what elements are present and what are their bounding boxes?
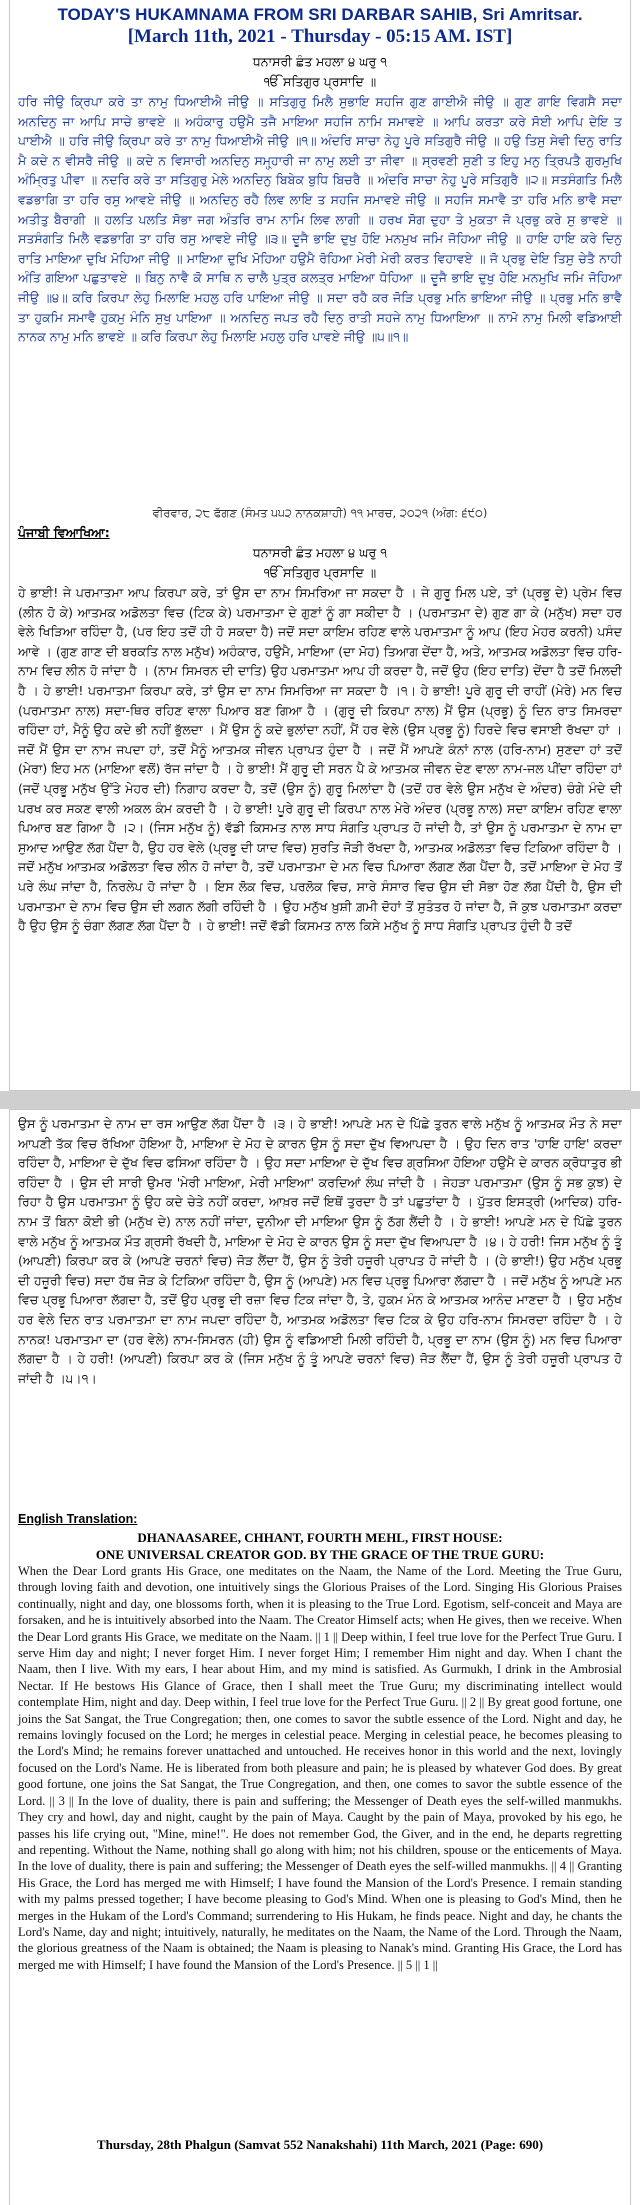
punjabi-raag-line: ਧਨਾਸਰੀ ਛੰਤ ਮਹਲਾ ੪ ਘਰੁ ੧ (252, 545, 388, 560)
english-footer: Thursday, 28th Phalgun (Samvat 552 Nanakshahi) 11th March, 2021 (Page: 690) (96, 2137, 544, 2152)
page-sheet-2 (9, 1109, 631, 2205)
english-translation: When the Dear Lord grants His Grace, one meditates on the Naam, the Name of the Lord. Meeting the True Guru, through loving faith and devotion, one intuitively sings the Glorious Praises of the Lord. Singing His Glorious Praises continually, night and day, one blossoms forth, when it is pleasing to the True Lord. Egotism, self-conceit and Maya are forsaken, and he is intuitively absorbed into the Naam. The Creator Himself acts; when He gives, then we receive. When the Dear Lord grants His Grace, we meditate on the Naam. || 1 || Deep within, I feel true love for the Perfect True Guru. I serve Him day and night; I never forget Him. I never forget Him; I remember Him night and day. When I chant the Naam, then I live. With my ears, I hear about Him, and my mind is satisfied. As Gurmukh, I drink in the Ambrosial Nectar. If He bestows His Glance of Grace, then I shall meet the True Guru; my discriminating intellect would contemplate Him, night and day. Deep within, I feel true love for the Perfect True Guru. || 2 || By great good fortune, one joins the Sat Sangat, the True Congregation; then, one comes to savor the subtle essence of the Lord. Night and day, he remains lovingly focused on the Lord; he merges in celestial peace. Merging in celestial peace, he becomes pleasing to the Lord's Mind; he remains forever unattached and untouched. He receives honor in this world and the next, lovingly focused on the Lord's Name. He is liberated from both pleasure and pain; he is pleased by whatever God does. By great good fortune, one joins the Sat Sangat, the True Congregation, and then, one comes to savor the subtle essence of the Lord. || 3 || In the love of duality, there is pain and suffering; the Messenger of Death eyes the self-willed manmukhs. They cry and howl, day and night, caught by the pain of Maya. Caught by the pain of Maya, provoked by his ego, he passes his life crying out, "Mine, mine!". He does not remember God, the Giver, and in the end, he departs regretting and repenting. Without the Name, nothing shall go along with him; not his children, spouse or the enticements of Maya. In the love of duality, there is pain and suffering; the Messenger of Death eyes the self-willed manmukhs. || 4 || Granting His Grace, the Lord has merged me with Himself; I have found the Mansion of the Lord's Presence. I remain standing with my palms pressed together; I have become pleasing to God's Mind. When one is pleasing to God's Mind, then he merges in the Hukam of the Lord's Command; surrendering to His Hukam, he finds peace. Night and day, he chants the Lord's Name, day and night; intuitively, naturally, he meditates on the Naam, the Name of the Lord. Through the Naam, the glorious greatness of the Naam is obtained; the Naam is pleasing to Nanak's mind. Granting His Grace, the Lord has merged me with Himself; I have found the Mansion of the Lord's Presence. || 5 || 1 || (18, 1564, 622, 1972)
shabad-text: ਹਰਿ ਜੀਉ ਕ੍ਰਿਪਾ ਕਰੇ ਤਾ ਨਾਮੁ ਧਿਆਈਐ ਜੀਉ ॥ ਸਤਿਗੁਰੁ ਮਿਲੈ ਸੁਭਾਇ ਸਹਜਿ ਗੁਣ ਗਾਈਐ ਜੀਉ ॥ ਗੁਣ ਗਾਇ ਵਿਗਸੈ ਸਦਾ ਅਨਦਿਨੁ ਜਾ ਆਪਿ ਸਾਚੇ ਭਾਵਏ ॥ ਅਹੰਕਾਰੁ ਹਉਮੈ ਤਜੈ ਮਾਇਆ ਸਹਜਿ ਨਾਮਿ ਸਮਾਵਏ ॥ ਆਪਿ ਕਰਤਾ ਕਰੇ ਸੋਈ ਆਪਿ ਦੇਇ ਤ ਪਾਈਐ ॥ ਹਰਿ ਜੀਉ ਕ੍ਰਿਪਾ ਕਰੇ ਤਾ ਨਾਮੁ ਧਿਆਈਐ ਜੀਉ ॥੧॥ ਅੰਦਰਿ ਸਾਚਾ ਨੇਹੁ ਪੂਰੇ ਸਤਿਗੁਰੈ ਜੀਉ ॥ ਹਉ ਤਿਸੁ ਸੇਵੀ ਦਿਨੁ ਰਾਤਿ ਮੈ ਕਦੇ ਨ ਵੀਸਰੈ ਜੀਉ ॥ ਕਦੇ ਨ ਵਿਸਾਰੀ ਅਨਦਿਨੁ ਸਮ੍ਹ੍ਹਾਰੀ ਜਾ ਨਾਮੁ ਲਈ ਤਾ ਜੀਵਾ ॥ ਸ੍ਰਵਣੀ ਸੁਣੀ ਤ ਇਹੁ ਮਨੁ ਤ੍ਰਿਪਤੈ ਗੁਰਮੁਖਿ ਅੰਮ੍ਰਿਤੁ ਪੀਵਾ ॥ ਨਦਰਿ ਕਰੇ ਤਾ ਸਤਿਗੁਰੁ ਮੇਲੇ ਅਨਦਿਨੁ ਬਿਬੇਕ ਬੁਧਿ ਬਿਚਰੈ ॥ ਅੰਦਰਿ ਸਾਚਾ ਨੇਹੁ ਪੂਰੇ ਸਤਿਗੁਰੈ ॥੨॥ ਸਤਸੰਗਤਿ ਮਿਲੈ ਵਡਭਾਗਿ ਤਾ ਹਰਿ ਰਸੁ ਆਵਏ ਜੀਉ ॥ ਅਨਦਿਨੁ ਰਹੈ ਲਿਵ ਲਾਇ ਤ ਸਹਜਿ ਸਮਾਵਏ ਜੀਉ ॥ ਸਹਜਿ ਸਮਾਵੈ ਤਾ ਹਰਿ ਮਨਿ ਭਾਵੈ ਸਦਾ ਅਤੀਤੁ ਬੈਰਾਗੀ ॥ ਹਲਤਿ ਪਲਤਿ ਸੋਭਾ ਜਗ ਅੰਤਰਿ ਰਾਮ ਨਾਮਿ ਲਿਵ ਲਾਗੀ ॥ ਹਰਖ ਸੋਗ ਦੁਹਾ ਤੇ ਮੁਕਤਾ ਜੋ ਪ੍ਰਭੁ ਕਰੇ ਸੁ ਭਾਵਏ ॥ ਸਤਸੰਗਤਿ ਮਿਲੈ ਵਡਭਾਗਿ ਤਾ ਹਰਿ ਰਸੁ ਆਵਏ ਜੀਉ ॥੩॥ ਦੂਜੈ ਭਾਇ ਦੁਖੁ ਹੋਇ ਮਨਮੁਖ ਜਮਿ ਜੋਹਿਆ ਜੀਉ ॥ ਹਾਇ ਹਾਇ ਕਰੇ ਦਿਨੁ ਰਾਤਿ ਮਾਇਆ ਦੁਖਿ ਮੋਹਿਆ ਜੀਉ ॥ ਮਾਇਆ ਦੁਖਿ ਮੋਹਿਆ ਹਉਮੈ ਰੋਹਿਆ ਮੇਰੀ ਮੇਰੀ ਕਰਤ ਵਿਹਾਵਏ ॥ ਜੋ ਪ੍ਰਭੁ ਦੇਇ ਤਿਸੁ ਚੇਤੈ ਨਾਹੀ ਅੰਤਿ ਗਇਆ ਪਛੁਤਾਵਏ ॥ ਬਿਨੁ ਨਾਵੈ ਕੋ ਸਾਥਿ ਨ ਚਾਲੈ ਪੁਤ੍ਰ ਕਲਤ੍ਰ ਮਾਇਆ ਧੋਹਿਆ ॥ ਦੂਜੈ ਭਾਇ ਦੁਖੁ ਹੋਇ ਮਨਮੁਖਿ ਜਮਿ ਜੋਹਿਆ ਜੀਉ ॥੪॥ ਕਰਿ ਕਿਰਪਾ ਲੇਹੁ ਮਿਲਾਇ ਮਹਲੁ ਹਰਿ ਪਾਇਆ ਜੀਉ ॥ ਸਦਾ ਰਹੈ ਕਰ ਜੋੜਿ ਪ੍ਰਭੁ ਮਨਿ ਭਾਇਆ ਜੀਉ ॥ ਪ੍ਰਭੁ ਮਨਿ ਭਾਵੈ ਤਾ ਹੁਕਮਿ ਸਮਾਵੈ ਹੁਕਮੁ ਮੰਨਿ ਸੁਖੁ ਪਾਇਆ ॥ ਅਨਦਿਨੁ ਜਪਤ ਰਹੈ ਦਿਨੁ ਰਾਤੀ ਸਹਜੇ ਨਾਮੁ ਧਿਆਇਆ ॥ ਨਾਮੋ ਨਾਮੁ ਮਿਲੀ ਵਡਿਆਈ ਨਾਨਕ ਨਾਮੁ ਮਨਿ ਭਾਵਏ ॥ ਕਰਿ ਕਿਰਪਾ ਲੇਹੁ ਮਿਲਾਇ ਮਹਲੁ ਹਰਿ ਪਾਵਏ ਜੀਉ ॥੫॥੧॥ (18, 94, 622, 345)
english-label: English Translation: (18, 1512, 138, 1526)
shabad-raag-line: ਧਨਾਸਰੀ ਛੰਤ ਮਹਲਾ ੪ ਘਰੁ ੧ (252, 54, 388, 69)
english-heading-1: DHANAASAREE, CHHANT, FOURTH MEHL, FIRST HOUSE: (137, 1530, 503, 1545)
punjabi-text-part1: ਹੇ ਭਾਈ! ਜੇ ਪਰਮਾਤਮਾ ਆਪ ਕਿਰਪਾ ਕਰੇ, ਤਾਂ ਉਸ ਦਾ ਨਾਮ ਸਿਮਰਿਆ ਜਾ ਸਕਦਾ ਹੈ । ਜੇ ਗੁਰੂ ਮਿਲ ਪਏ, ਤਾਂ (ਪ੍ਰਭੂ ਦੇ) ਪ੍ਰੇਮ ਵਿਚ (ਲੀਨ ਹੋ ਕੇ) ਆਤਮਕ ਅਡੋਲਤਾ ਵਿਚ (ਟਿਕ ਕੇ) ਪਰਮਾਤਮਾ ਦੇ ਗੁਣਾਂ ਨੂੰ ਗਾ ਸਕੀਦਾ ਹੈ । (ਪਰਮਾਤਮਾ ਦੇ) ਗੁਣ ਗਾ ਕੇ (ਮਨੁੱਖ) ਸਦਾ ਹਰ ਵੇਲੇ ਖਿੜਿਆ ਰਹਿੰਦਾ ਹੈ, (ਪਰ ਇਹ ਤਦੋਂ ਹੀ ਹੋ ਸਕਦਾ ਹੈ) ਜਦੋਂ ਸਦਾ ਕਾਇਮ ਰਹਿਣ ਵਾਲੇ ਪਰਮਾਤਮਾ ਨੂੰ ਆਪ (ਇਹ ਮੇਹਰ ਕਰਨੀ) ਪਸੰਦ ਆਵੇ । (ਗੁਣ ਗਾਣ ਦੀ ਬਰਕਤਿ ਨਾਲ ਮਨੁੱਖ) ਅਹੰਕਾਰ, ਹਉਮੈ, ਮਾਇਆ (ਦਾ ਮੋਹ) ਤਿਆਗ ਦੇਂਦਾ ਹੈ, ਅਤੇ, ਆਤਮਕ ਅਡੋਲਤਾ ਵਿਚ ਹਰਿ-ਨਾਮ ਵਿਚ ਲੀਨ ਹੋ ਜਾਂਦਾ ਹੈ । (ਨਾਮ ਸਿਮਰਨ ਦੀ ਦਾਤਿ) ਉਹ ਪਰਮਾਤਮਾ ਆਪ ਹੀ ਕਰਦਾ ਹੈ, ਜਦੋਂ ਉਹ (ਇਹ ਦਾਤਿ) ਦੇਂਦਾ ਹੈ ਤਦੋਂ ਮਿਲਦੀ ਹੈ । ਹੇ ਭਾਈ! ਪਰਮਾਤਮਾ ਕਿਰਪਾ ਕਰੇ, ਤਾਂ ਉਸ ਦਾ ਨਾਮ ਸਿਮਰਿਆ ਜਾ ਸਕਦਾ ਹੈ ।੧। ਹੇ ਭਾਈ! ਪੂਰੇ ਗੁਰੂ ਦੀ ਰਾਹੀਂ (ਮੇਰੇ) ਮਨ ਵਿਚ (ਪਰਮਾਤਮਾ ਨਾਲ) ਸਦਾ-ਥਿਰ ਰਹਿਣ ਵਾਲਾ ਪਿਆਰ ਬਣ ਗਿਆ ਹੈ । (ਗੁਰੂ ਦੀ ਕਿਰਪਾ ਨਾਲ) ਮੈਂ ਉਸ (ਪ੍ਰਭੂ) ਨੂੰ ਦਿਨ ਰਾਤ ਸਿਮਰਦਾ ਰਹਿੰਦਾ ਹਾਂ, ਮੈਨੂੰ ਉਹ ਕਦੇ ਭੀ ਨਹੀਂ ਭੁੱਲਦਾ । ਮੈਂ ਉਸ ਨੂੰ ਕਦੇ ਭੁਲਾਂਦਾ ਨਹੀਂ, ਮੈਂ ਹਰ ਵੇਲੇ (ਉਸ ਪ੍ਰਭੂ ਨੂੰ) ਹਿਰਦੇ ਵਿਚ ਵਸਾਈ ਰੱਖਦਾ ਹਾਂ । ਜਦੋਂ ਮੈਂ ਉਸ ਦਾ ਨਾਮ ਜਪਦਾ ਹਾਂ, ਤਦੋਂ ਮੈਨੂੰ ਆਤਮਕ ਜੀਵਨ ਪ੍ਰਾਪਤ ਹੁੰਦਾ ਹੈ । ਜਦੋਂ ਮੈਂ ਆਪਣੇ ਕੰਨਾਂ ਨਾਲ (ਹਰਿ-ਨਾਮ) ਸੁਣਦਾ ਹਾਂ ਤਦੋਂ (ਮੇਰਾ) ਇਹ ਮਨ (ਮਾਇਆ ਵਲੋਂ) ਰੱਜ ਜਾਂਦਾ ਹੈ । ਹੇ ਭਾਈ! ਮੈਂ ਗੁਰੂ ਦੀ ਸਰਨ ਪੈ ਕੇ ਆਤਮਕ ਜੀਵਨ ਦੇਣ ਵਾਲਾ ਨਾਮ-ਜਲ ਪੀਂਦਾ ਰਹਿੰਦਾ ਹਾਂ (ਜਦੋਂ ਪ੍ਰਭੂ ਮਨੁੱਖ ਉੱਤੇ ਮੇਹਰ ਦੀ) ਨਿਗਾਹ ਕਰਦਾ ਹੈ, ਤਦੋਂ (ਉਸ ਨੂੰ) ਗੁਰੂ ਮਿਲਾਂਦਾ ਹੈ (ਤਦੋਂ ਹਰ ਵੇਲੇ ਉਸ ਮਨੁੱਖ ਦੇ ਅੰਦਰ) ਚੰਗੇ ਮੰਦੇ ਦੀ ਪਰਖ ਕਰ ਸਕਣ ਵਾਲੀ ਅਕਲ ਕੰਮ ਕਰਦੀ ਹੈ । ਹੇ ਭਾਈ! ਪੂਰੇ ਗੁਰੂ ਦੀ ਕਿਰਪਾ ਨਾਲ ਮੇਰੇ ਅੰਦਰ (ਪ੍ਰਭੂ ਨਾਲ) ਸਦਾ ਕਾਇਮ ਰਹਿਣ ਵਾਲਾ ਪਿਆਰ ਬਣ ਗਿਆ ਹੈ ।੨। (ਜਿਸ ਮਨੁੱਖ ਨੂੰ) ਵੱਡੀ ਕਿਸਮਤ ਨਾਲ ਸਾਧ ਸੰਗਤਿ ਪ੍ਰਾਪਤ ਹੋ ਜਾਂਦੀ ਹੈ, ਤਾਂ ਉਸ ਨੂੰ ਪਰਮਾਤਮਾ ਦੇ ਨਾਮ ਦਾ ਸੁਆਦ ਆਉਣ ਲੱਗ ਪੈਂਦਾ ਹੈ, ਉਹ ਹਰ ਵੇਲੇ (ਪ੍ਰਭੂ ਦੀ ਯਾਦ ਵਿਚ) ਸੁਰਤਿ ਜੋੜੀ ਰੱਖਦਾ ਹੈ, ਆਤਮਕ ਅਡੋਲਤਾ ਵਿਚ ਟਿਕਿਆ ਰਹਿੰਦਾ ਹੈ । ਜਦੋਂ ਮਨੁੱਖ ਆਤਮਕ ਅਡੋਲਤਾ ਵਿਚ ਲੀਨ ਹੋ ਜਾਂਦਾ ਹੈ, ਤਦੋਂ ਪਰਮਾਤਮਾ ਦੇ ਮਨ ਵਿਚ ਪਿਆਰਾ ਲੱਗਣ ਲੱਗ ਪੈਂਦਾ ਹੈ, ਤਦੋਂ ਮਾਇਆ ਦੇ ਮੋਹ ਤੋਂ ਪਰੇ ਲੰਘ ਜਾਂਦਾ ਹੈ, ਨਿਰਲੇਪ ਹੋ ਜਾਂਦਾ ਹੈ । ਇਸ ਲੋਕ ਵਿਚ, ਪਰਲੋਕ ਵਿਚ, ਸਾਰੇ ਸੰਸਾਰ ਵਿਚ ਉਸ ਦੀ ਸੋਭਾ ਹੋਣ ਲੱਗ ਪੈਂਦੀ ਹੈ, ਉਸ ਦੀ ਪਰਮਾਤਮਾ ਦੇ ਨਾਮ ਵਿਚ ਉਸ ਦੀ ਲਗਨ ਲੱਗੀ ਰਹਿੰਦੀ ਹੈ । ਉਹ ਮਨੁੱਖ ਖ਼ੁਸ਼ੀ ਗ਼ਮੀ ਦੋਹਾਂ ਤੋਂ ਸੁਤੰਤਰ ਹੋ ਜਾਂਦਾ ਹੈ, ਜੋ ਕੁਝ ਪਰਮਾਤਮਾ ਕਰਦਾ ਹੈ ਉਹ ਉਸ ਨੂੰ ਚੰਗਾ ਲੱਗਣ ਲੱਗ ਪੈਂਦਾ ਹੈ । ਹੇ ਭਾਈ! ਜਦੋਂ ਵੱਡੀ ਕਿਸਮਤ ਨਾਲ ਕਿਸੇ ਮਨੁੱਖ ਨੂੰ ਸਾਧ ਸੰਗਤਿ ਪ੍ਰਾਪਤ ਹੁੰਦੀ ਹੈ ਤਦੋਂ (18, 585, 622, 934)
shabad-mangal: ੴ ਸਤਿਗੁਰ ਪ੍ਰਸਾਦਿ ॥ (263, 74, 377, 89)
page-separator (0, 1091, 640, 1109)
punjabi-mangal: ੴ ਸਤਿਗੁਰ ਪ੍ਰਸਾਦਿ ॥ (263, 565, 377, 580)
english-heading-2: ONE UNIVERSAL CREATOR GOD. BY THE GRACE OF THE TRUE GURU: (95, 1547, 545, 1562)
punjabi-label: ਪੰਜਾਬੀ ਵਿਆਖਿਆ: (18, 525, 110, 540)
date-line: [March 11th, 2021 - Thursday - 05:15 AM. IST] (127, 26, 513, 47)
punjabi-text-part2: ਉਸ ਨੂੰ ਪਰਮਾਤਮਾ ਦੇ ਨਾਮ ਦਾ ਰਸ ਆਉਣ ਲੱਗ ਪੈਂਦਾ ਹੈ ।੩। ਹੇ ਭਾਈ! ਆਪਣੇ ਮਨ ਦੇ ਪਿੱਛੇ ਤੁਰਨ ਵਾਲੇ ਮਨੁੱਖ ਨੂੰ ਆਤਮਕ ਮੌਤ ਨੇ ਸਦਾ ਆਪਣੀ ਤੱਕ ਵਿਚ ਰੱਖਿਆ ਹੋਇਆ ਹੈ, ਮਾਇਆ ਦੇ ਮੋਹ ਦੇ ਕਾਰਨ ਉਸ ਨੂੰ ਸਦਾ ਦੁੱਖ ਵਿਆਪਦਾ ਹੈ । ਉਹ ਦਿਨ ਰਾਤ 'ਹਾਇ ਹਾਇ' ਕਰਦਾ ਰਹਿੰਦਾ ਹੈ, ਮਾਇਆ ਦੇ ਦੁੱਖ ਵਿਚ ਫਸਿਆ ਰਹਿੰਦਾ ਹੈ । ਉਹ ਸਦਾ ਮਾਇਆ ਦੇ ਦੁੱਖ ਵਿਚ ਗ੍ਰਸਿਆ ਹੋਇਆ ਹਉਮੈ ਦੇ ਕਾਰਨ ਕ੍ਰੋਧਾਤੁਰ ਭੀ ਰਹਿੰਦਾ ਹੈ । ਉਸ ਦੀ ਸਾਰੀ ਉਮਰ 'ਮੇਰੀ ਮਾਇਆ, ਮੇਰੀ ਮਾਇਆ' ਕਰਦਿਆਂ ਲੰਘ ਜਾਂਦੀ ਹੈ । ਜੇਹੜਾ ਪਰਮਾਤਮਾ (ਉਸ ਨੂੰ ਸਭ ਕੁਝ) ਦੇ ਰਿਹਾ ਹੈ ਉਸ ਪਰਮਾਤਮਾ ਨੂੰ ਉਹ ਕਦੇ ਚੇਤੇ ਨਹੀਂ ਕਰਦਾ, ਆਖ਼ਰ ਜਦੋਂ ਇਥੋਂ ਤੁਰਦਾ ਹੈ ਤਾਂ ਪਛੁਤਾਂਦਾ ਹੈ । ਪੁੱਤਰ ਇਸਤ੍ਰੀ (ਆਦਿਕ) ਹਰਿ-ਨਾਮ ਤੋਂ ਬਿਨਾ ਕੋਈ ਭੀ (ਮਨੁੱਖ ਦੇ) ਨਾਲ ਨਹੀਂ ਜਾਂਦਾ, ਦੁਨੀਆ ਦੀ ਮਾਇਆ ਉਸ ਨੂੰ ਠੱਗ ਲੈਂਦੀ ਹੈ । ਹੇ ਭਾਈ! ਆਪਣੇ ਮਨ ਦੇ ਪਿੱਛੇ ਤੁਰਨ ਵਾਲੇ ਮਨੁੱਖ ਨੂੰ ਆਤਮਕ ਮੌਤ ਗ੍ਰਸੀ ਰੱਖਦੀ ਹੈ, ਮਾਇਆ ਦੇ ਮੋਹ ਦੇ ਕਾਰਨ ਉਸ ਨੂੰ ਸਦਾ ਦੁੱਖ ਵਿਆਪਦਾ ਹੈ ।੪। ਹੇ ਹਰੀ! ਜਿਸ ਮਨੁੱਖ ਨੂੰ ਤੂੰ (ਆਪਣੀ) ਕਿਰਪਾ ਕਰ ਕੇ (ਆਪਣੇ ਚਰਨਾਂ ਵਿਚ) ਜੋੜ ਲੈਂਦਾ ਹੈਂ, ਉਸ ਨੂੰ ਤੇਰੀ ਹਜ਼ੂਰੀ ਪ੍ਰਾਪਤ ਹੋ ਜਾਂਦੀ ਹੈ । (ਹੇ ਭਾਈ!) ਉਹ ਮਨੁੱਖ ਪ੍ਰਭੂ ਦੀ ਹਜ਼ੂਰੀ ਵਿਚ) ਸਦਾ ਹੱਥ ਜੋੜ ਕੇ ਟਿਕਿਆ ਰਹਿੰਦਾ ਹੈ, ਉਸ ਨੂੰ (ਆਪਣੇ) ਮਨ ਵਿਚ ਪ੍ਰਭੂ ਪਿਆਰਾ ਲੱਗਦਾ ਹੈ । ਜਦੋਂ ਮਨੁੱਖ ਨੂੰ ਆਪਣੇ ਮਨ ਵਿਚ ਪ੍ਰਭੂ ਪਿਆਰਾ ਲੱਗਦਾ ਹੈ, ਤਦੋਂ ਉਹ ਪ੍ਰਭੂ ਦੀ ਰਜ਼ਾ ਵਿਚ ਟਿਕ ਜਾਂਦਾ ਹੈ, ਤੇ, ਹੁਕਮ ਮੰਨ ਕੇ ਆਤਮਕ ਆਨੰਦ ਮਾਣਦਾ ਹੈ । ਉਹ ਮਨੁੱਖ ਹਰ ਵੇਲੇ ਦਿਨ ਰਾਤ ਪਰਮਾਤਮਾ ਦਾ ਨਾਮ ਜਪਦਾ ਰਹਿੰਦਾ ਹੈ, ਆਤਮਕ ਅਡੋਲਤਾ ਵਿਚ ਟਿਕ ਕੇ ਉਹ ਹਰਿ-ਨਾਮ ਸਿਮਰਦਾ ਰਹਿੰਦਾ ਹੈ । ਹੇ ਨਾਨਕ! ਪਰਮਾਤਮਾ ਦਾ (ਹਰ ਵੇਲੇ) ਨਾਮ-ਸਿਮਰਨ (ਹੀ) ਉਸ ਨੂੰ ਵਡਿਆਈ ਮਿਲੀ ਰਹਿੰਦੀ ਹੈ, ਪ੍ਰਭੂ ਦਾ ਨਾਮ (ਉਸ ਨੂੰ) ਮਨ ਵਿਚ ਪਿਆਰਾ ਲੱਗਦਾ ਹੈ । ਹੇ ਹਰੀ! (ਆਪਣੀ) ਕਿਰਪਾ ਕਰ ਕੇ (ਜਿਸ ਮਨੁੱਖ ਨੂੰ ਤੂੰ ਆਪਣੇ ਚਰਨਾਂ ਵਿਚ) ਜੋੜ ਲੈਂਦਾ ਹੈਂ, ਉਸ ਨੂੰ ਤੇਰੀ ਹਜ਼ੂਰੀ ਪ੍ਰਾਪਤ ਹੋ ਜਾਂਦੀ ਹੈ ।੫।੧। (18, 1116, 622, 1386)
page-title: TODAY'S HUKAMNAMA FROM SRI DARBAR SAHIB, Sri Amritsar. (57, 5, 583, 24)
shabad-footer: ਵੀਰਵਾਰ, ੨੮ ਫੱਗਣ (ਸੰਮਤ ੫੫੨ ਨਾਨਕਸ਼ਾਹੀ) ੧੧ ਮਾਰਚ, ੨੦੨੧ (ਅੰਗ: ੬੯੦) (152, 506, 488, 520)
page-sheet-1 (9, 0, 631, 1091)
